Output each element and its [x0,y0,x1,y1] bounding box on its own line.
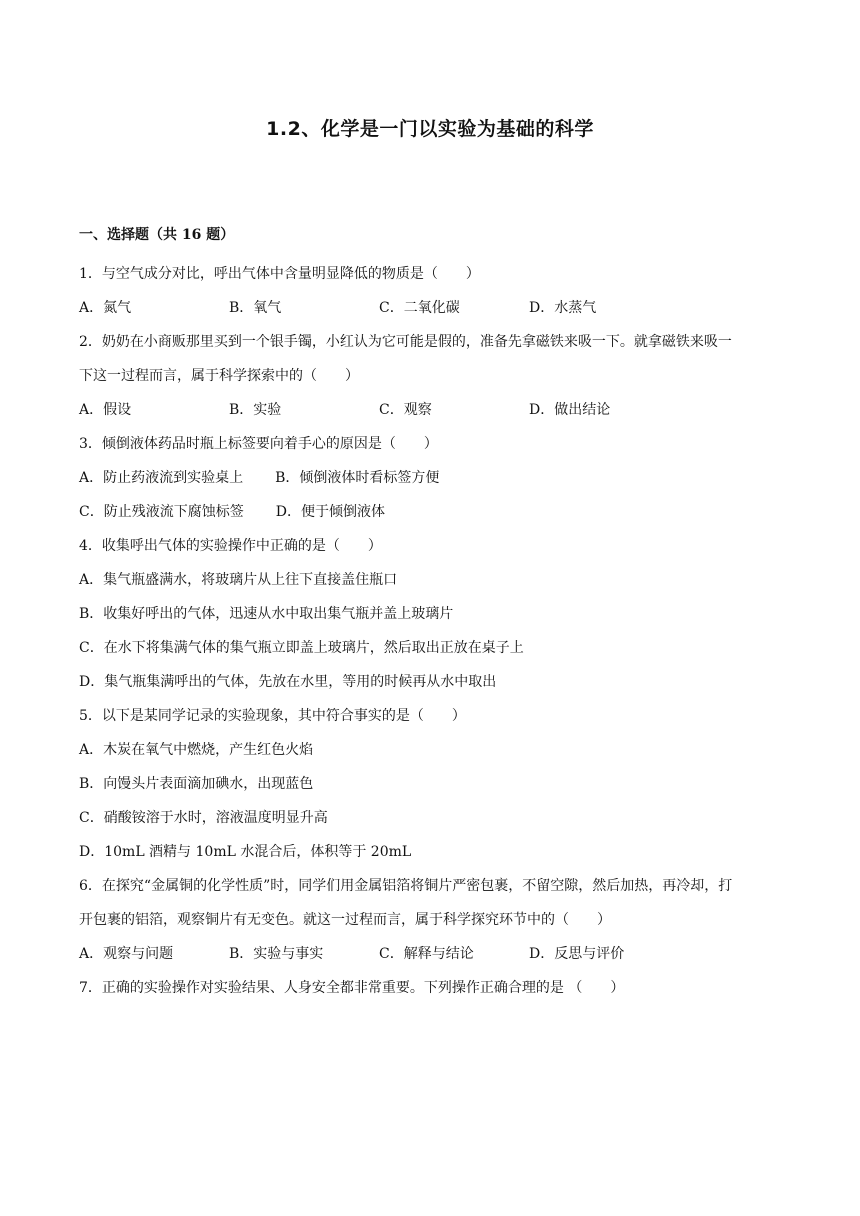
option-a: A．观察与问题 [79,946,174,962]
option-a: A．氮气 [79,300,132,316]
question-2-options [79,393,789,427]
option-c: C．二氧化碳 [379,300,460,316]
option-c: C．解释与结论 [379,946,474,962]
option-a: A．防止药液流到实验桌上 [79,470,244,486]
question-2-text-line-1: 2．奶奶在小商贩那里买到一个银手镯，小红认为它可能是假的，准备先拿磁铁来吸一下。就拿磁铁来吸一 [79,334,732,350]
question-6-text-line-2: 开包裹的铝箔，观察铜片有无变色。就这一过程而言，属于科学探究环节中的（ ） [79,912,611,928]
option-c: C．防止残液流下腐蚀标签 [79,504,244,520]
question-7-text: 7．正确的实验操作对实验结果、人身安全都非常重要。下列操作正确合理的是 （ ） [79,980,625,996]
question-4-text: 4．收集呼出气体的实验操作中正确的是（ ） [79,538,382,554]
question-1-text: 1．与空气成分对比，呼出气体中含量明显降低的物质是（ ） [79,266,480,282]
option-b: B．向馒头片表面滴加碘水，出现蓝色 [79,776,314,792]
option-b: B．实验与事实 [229,946,324,962]
option-d: D．做出结论 [529,402,611,418]
option-d: D．10mL 酒精与 10mL 水混合后，体积等于 20mL [79,844,412,860]
option-a: A．假设 [79,402,132,418]
question-3-options-row-1 [79,461,789,495]
option-d: D．反思与评价 [529,946,625,962]
question-3-options-row-2 [79,495,789,529]
option-b: B．收集好呼出的气体，迅速从水中取出集气瓶并盖上玻璃片 [79,606,454,622]
question-5-text: 5．以下是某同学记录的实验现象，其中符合事实的是（ ） [79,708,466,724]
question-list [79,257,789,1005]
option-d: D．水蒸气 [529,300,597,316]
option-a: A．木炭在氧气中燃烧，产生红色火焰 [79,742,314,758]
question-6-options [79,937,789,971]
question-3-text: 3．倾倒液体药品时瓶上标签要向着手心的原因是（ ） [79,436,438,452]
option-b: B．倾倒液体时看标签方便 [275,470,440,486]
option-d: D．便于倾倒液体 [275,504,385,520]
question-6-text-line-1: 6．在探究“金属铜的化学性质”时，同学们用金属铝箔将铜片严密包裹，不留空隙，然后加热，再冷却，打 [79,878,733,894]
option-c: C．观察 [379,402,432,418]
option-b: B．氧气 [229,300,282,316]
question-2-text-line-2: 下这一过程而言，属于科学探索中的（ ） [79,368,359,384]
option-c: C．在水下将集满气体的集气瓶立即盖上玻璃片，然后取出正放在桌子上 [79,640,524,656]
option-c: C．硝酸铵溶于水时，溶液温度明显升高 [79,810,328,826]
option-b: B．实验 [229,402,282,418]
document-title: 1.2、化学是一门以实验为基础的科学 [266,118,594,140]
section-header: 一、选择题（共 16 题） [79,227,235,243]
option-a: A．集气瓶盛满水，将玻璃片从上往下直接盖住瓶口 [79,572,398,588]
question-1-options [79,291,789,325]
option-d: D．集气瓶集满呼出的气体，先放在水里，等用的时候再从水中取出 [79,674,497,690]
